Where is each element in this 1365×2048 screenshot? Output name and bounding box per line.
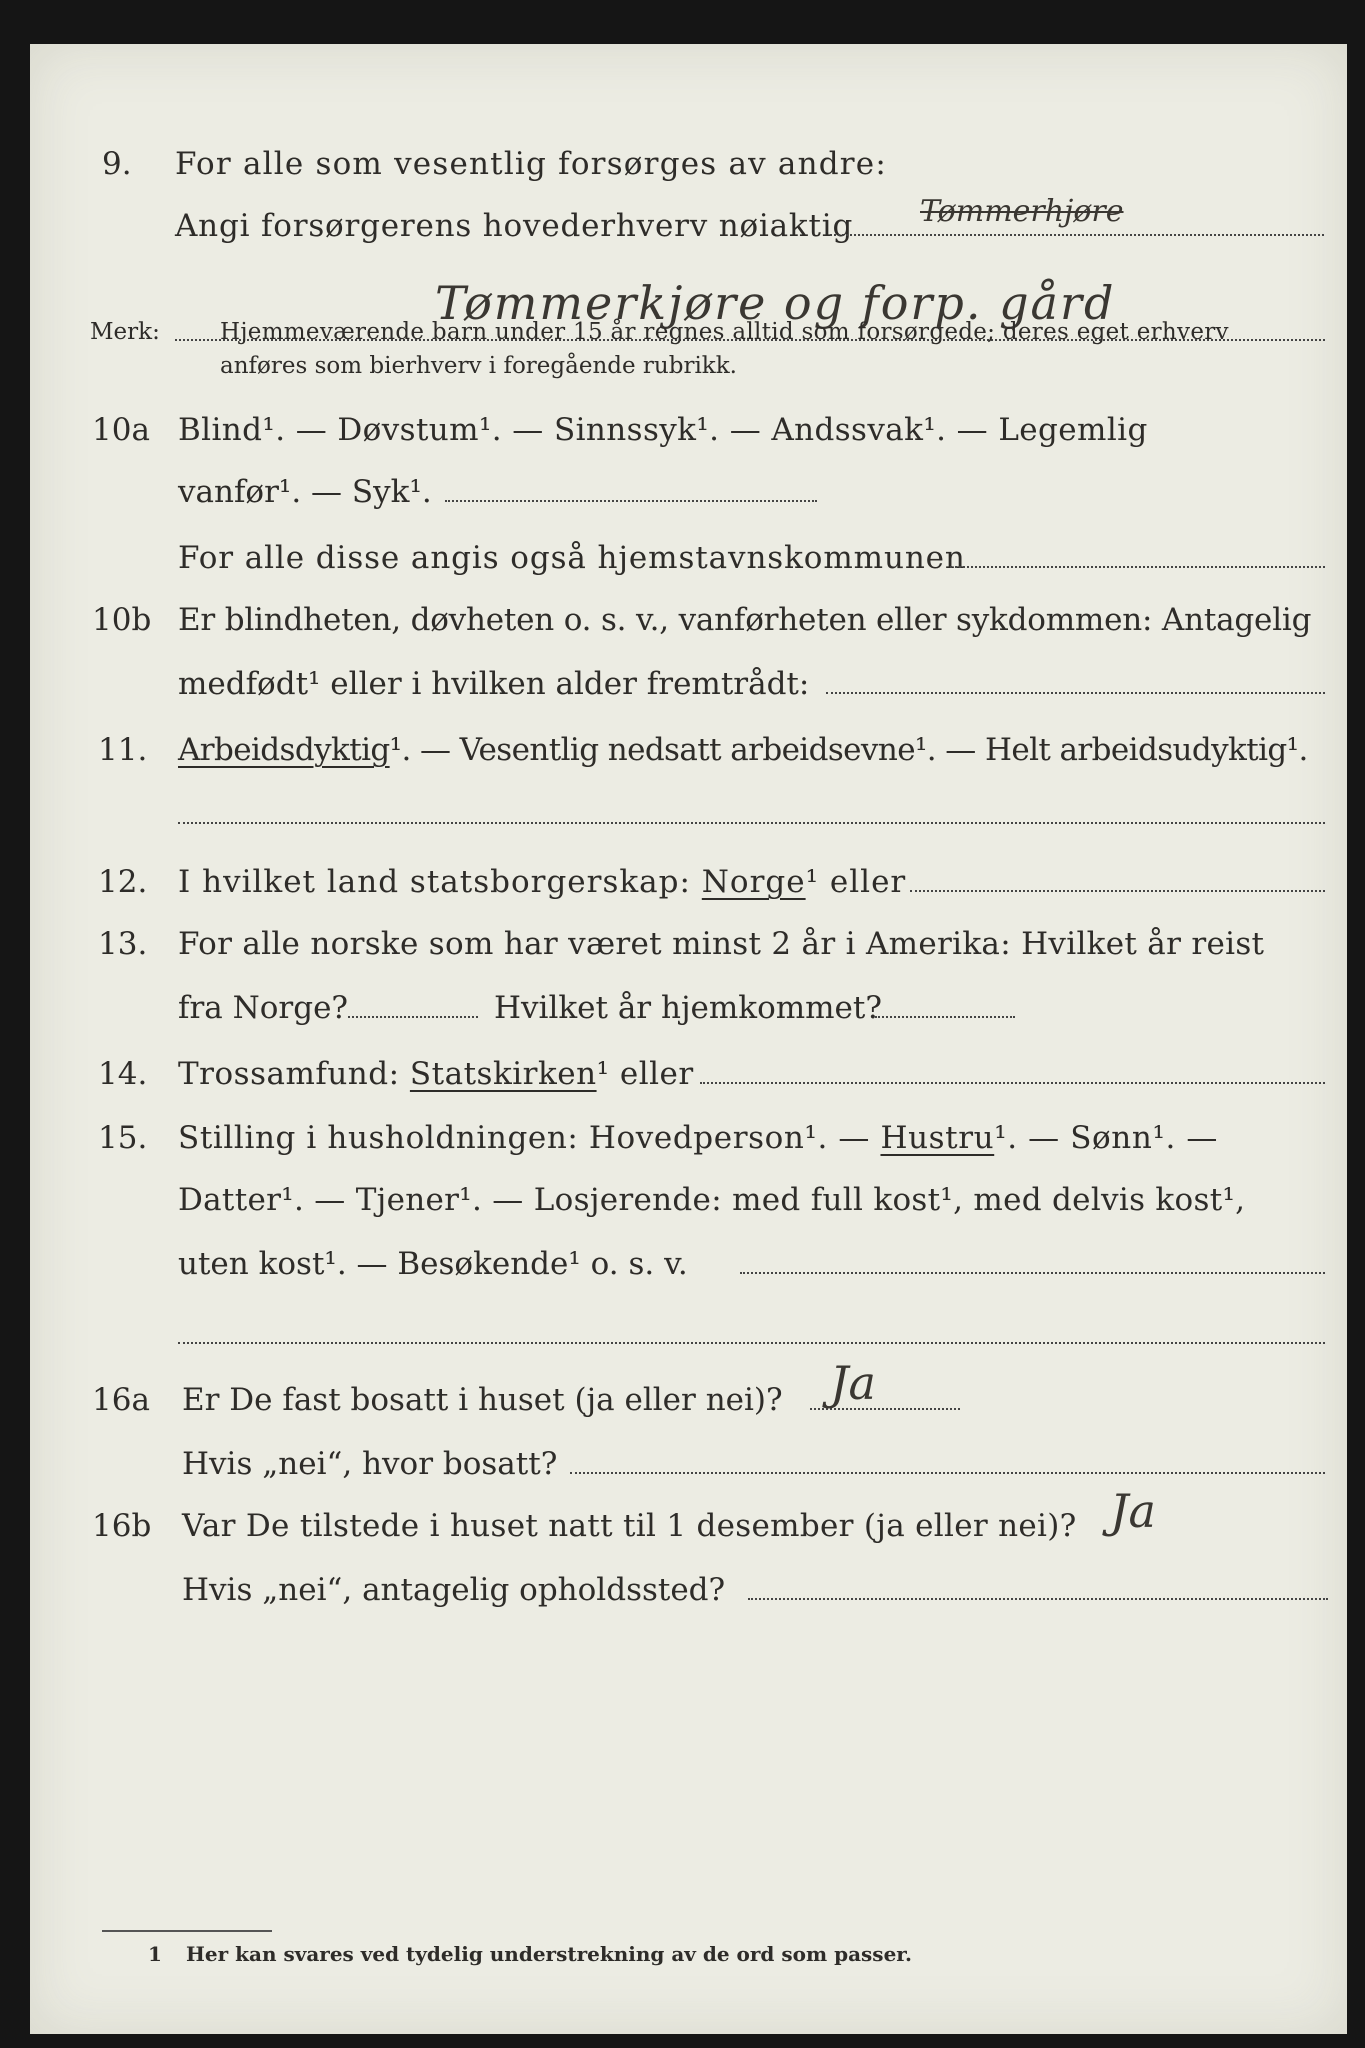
q13-line1: For alle norske som har været minst 2 år i Amerika: Hvilket år reist [178, 926, 1265, 962]
merk-line2: anføres som bierhverv i foregående rubrikk. [220, 353, 737, 379]
q15-line1 [178, 1118, 1218, 1158]
q9-line2: Angi forsørgerens hovederhverv nøiaktig [175, 208, 854, 244]
q16a-line2: Hvis „nei“, hvor bosatt? [182, 1446, 558, 1482]
census-form-page [30, 44, 1347, 2034]
q14-suffix: ¹ eller [596, 1056, 694, 1092]
q13-answer-line-a [348, 1016, 478, 1018]
q15-line1-suffix: ¹. — Sønn¹. — [994, 1120, 1218, 1156]
q12-number: 12. [98, 864, 148, 900]
q15-line3: uten kost¹. — Besøkende¹ o. s. v. [178, 1246, 688, 1282]
q14-answer-line [700, 1082, 1325, 1084]
q12-option-norge: Norge [701, 864, 806, 900]
q16b-number: 16b [92, 1508, 152, 1544]
q10a-line3: For alle disse angis også hjemstavnskommunen [178, 540, 966, 576]
q13-line2a: fra Norge? [178, 990, 349, 1026]
q10b-answer-line [826, 692, 1325, 694]
q13-number: 13. [98, 926, 148, 962]
footnote-rule [102, 1930, 272, 1932]
q11-answer-line [178, 822, 1325, 824]
q12-answer-line [910, 890, 1325, 892]
q12-prefix: I hvilket land statsborgerskap: [178, 864, 691, 900]
q10a-answer-line [445, 500, 817, 502]
merk-label: Merk: [90, 319, 160, 345]
q10a-line2: vanfør¹. — Syk¹. [178, 474, 432, 510]
q10a-answer-line-2 [950, 566, 1325, 568]
q9-answer-line [830, 234, 1324, 236]
q16b-line1: Var De tilstede i huset natt til 1 desember (ja eller nei)? [182, 1508, 1077, 1544]
q16a-number: 16a [92, 1382, 150, 1418]
q14-option-statskirken: Statskirken [409, 1056, 597, 1092]
q10b-line1: Er blindheten, døvheten o. s. v., vanførheten eller sykdommen: Antagelig [178, 602, 1312, 638]
q12-suffix: ¹ eller [805, 864, 907, 900]
q11-number: 11. [98, 732, 148, 768]
footnote-mark: 1 [148, 1942, 162, 1966]
q16a-answer-line-2 [570, 1472, 1325, 1474]
q14-number: 14. [98, 1056, 148, 1092]
q10b-number: 10b [92, 602, 152, 638]
q12-line [178, 862, 906, 902]
q16b-answer-line [748, 1598, 1328, 1600]
q15-answer-line-2 [178, 1342, 1325, 1344]
q16b-handwritten-answer: Ja [1110, 1484, 1156, 1538]
q10b-line2: medfødt¹ eller i hvilken alder fremtrådt: [178, 666, 810, 702]
q16b-line2: Hvis „nei“, antagelig opholdssted? [182, 1572, 726, 1608]
footnote-text: Her kan svares ved tydelig understrekning av de ord som passer. [186, 1942, 912, 1966]
q10a-number: 10a [92, 412, 150, 448]
q13-answer-line-b [875, 1016, 1015, 1018]
q13-line2b: Hvilket år hjemkommet? [494, 990, 882, 1026]
q9-number: 9. [102, 146, 132, 182]
q11-option-arbeidsdyktig: Arbeidsdyktig [178, 732, 390, 768]
q16a-line1: Er De fast bosatt i huset (ja eller nei)? [182, 1382, 783, 1418]
q15-answer-line [740, 1272, 1325, 1274]
q15-option-hustru: Hustru [880, 1120, 995, 1156]
q15-number: 15. [98, 1120, 148, 1156]
q10a-line1: Blind¹. — Døvstum¹. — Sinnssyk¹. — Andssvak¹. — Legemlig [178, 412, 1148, 448]
q9-handwritten-answer: Tømmerkjøre og forp. gård [435, 276, 1116, 330]
q14-prefix: Trossamfund: [178, 1056, 400, 1092]
q14-line [178, 1054, 694, 1094]
q11-rest: ¹. — Vesentlig nedsatt arbeidsevne¹. — Helt arbeidsudyktig¹. [389, 732, 1308, 768]
merk-line1: Hjemmeværende barn under 15 år regnes alltid som forsørgede; deres eget erhverv [220, 319, 1229, 345]
q9-line1: For alle som vesentlig forsørges av andre: [175, 146, 887, 182]
q9-struck-answer: Tømmerhjøre [920, 194, 1124, 229]
q15-line1-prefix: Stilling i husholdningen: Hovedperson¹. — [178, 1120, 870, 1156]
q11-line [178, 730, 1308, 770]
q15-line2: Datter¹. — Tjener¹. — Losjerende: med full kost¹, med delvis kost¹, [178, 1182, 1246, 1218]
q16a-handwritten-answer: Ja [830, 1356, 876, 1410]
